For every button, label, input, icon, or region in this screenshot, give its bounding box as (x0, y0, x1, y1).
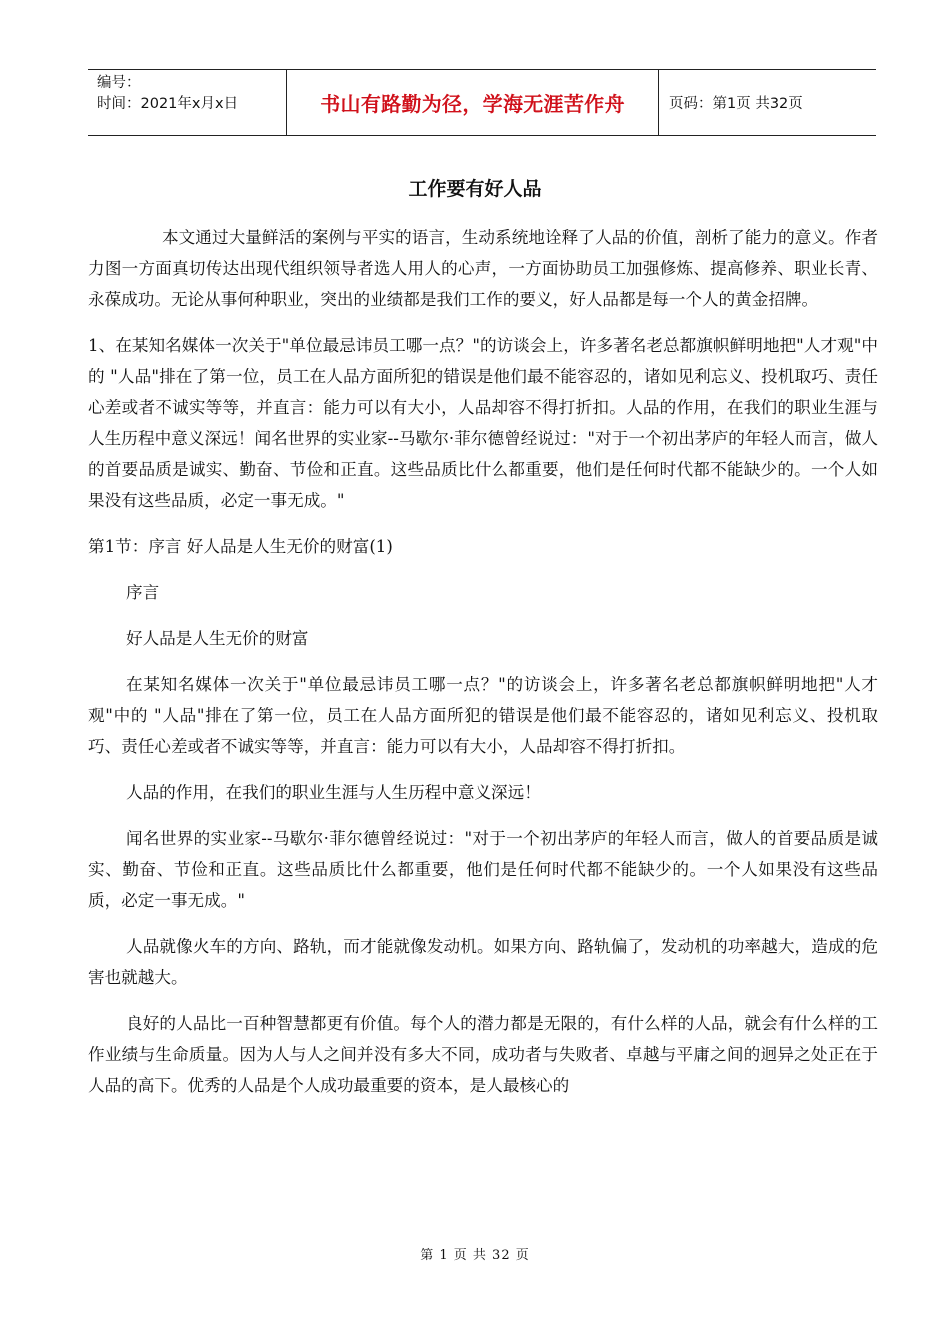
header-motto: 书山有路勤为径，学海无涯苦作舟 (320, 92, 625, 116)
body-paragraph: 人品就像火车的方向、路轨，而才能就像发动机。如果方向、路轨偏了，发动机的功率越大，造成的危害也就越大。 (88, 937, 878, 987)
header-motto-cell (286, 70, 659, 135)
body-paragraph: 人品的作用，在我们的职业生涯与人生历程中意义深远！ (126, 783, 541, 802)
page-footer: 第 1 页 共 32 页 (420, 1248, 530, 1263)
document-time-label: 时间：2021年x月x日 (97, 96, 239, 112)
subheading-title: 好人品是人生无价的财富 (126, 629, 309, 648)
subheading-preface: 序言 (126, 583, 160, 602)
document-number-label: 编号： (97, 75, 141, 91)
body-paragraph: 闻名世界的实业家--马歇尔·菲尔德曾经说过："对于一个初出茅庐的年轻人而言，做人的首要品质是诚实、勤奋、节俭和正直。这些品质比什么都重要，他们是任何时代都不能缺少的。一个人如果没有这些品质，必定一事无成。" (88, 829, 878, 910)
document-title: 工作要有好人品 (408, 178, 542, 200)
document-body (88, 222, 878, 1116)
body-paragraph: 1、在某知名媒体一次关于"单位最忌讳员工哪一点？"的访谈会上，许多著名老总都旗帜鲜明地把"人才观"中的 "人品"排在了第一位，员工在人品方面所犯的错误是他们最不能容忍的，诸如见利忘义、投机取巧、责任心差或者不诚实等等，并直言：能力可以有大小，人品却容不得打折扣。人品的作用，在我们的职业生涯与人生历程中意义深远！闻名世界的实业家--马歇尔·菲尔德曾经说过："对于一个初出茅庐的年轻人而言，做人的首要品质是诚实、勤奋、节俭和正直。这些品质比什么都重要，他们是任何时代都不能缺少的。一个人如果没有这些品质，必定一事无成。" (88, 336, 878, 510)
body-paragraph: 在某知名媒体一次关于"单位最忌讳员工哪一点？"的访谈会上，许多著名老总都旗帜鲜明地把"人才观"中的 "人品"排在了第一位，员工在人品方面所犯的错误是他们最不能容忍的，诸如见利忘义、投机取巧、责任心差或者不诚实等等，并直言：能力可以有大小，人品却容不得打折扣。 (88, 675, 878, 756)
section-heading: 第1节：序言 好人品是人生无价的财富(1) (88, 537, 393, 556)
header-page-info: 页码：第1页 共32页 (669, 96, 803, 112)
header-page-cell (659, 70, 876, 135)
body-paragraph: 良好的人品比一百种智慧都更有价值。每个人的潜力都是无限的，有什么样的人品，就会有什么样的工作业绩与生命质量。因为人与人之间并没有多大不同，成功者与失败者、卓越与平庸之间的迥异之处正在于人品的高下。优秀的人品是个人成功最重要的资本，是人最核心的 (88, 1014, 878, 1095)
intro-paragraph: 本文通过大量鲜活的案例与平实的语言，生动系统地诠释了人品的价值，剖析了能力的意义。作者力图一方面真切传达出现代组织领导者选人用人的心声，一方面协助员工加强修炼、提高修养、职业长青、永葆成功。无论从事何种职业，突出的业绩都是我们工作的要义，好人品都是每一个人的黄金招牌。 (88, 228, 878, 309)
header-left-cell (88, 70, 286, 135)
header-table (88, 69, 876, 136)
